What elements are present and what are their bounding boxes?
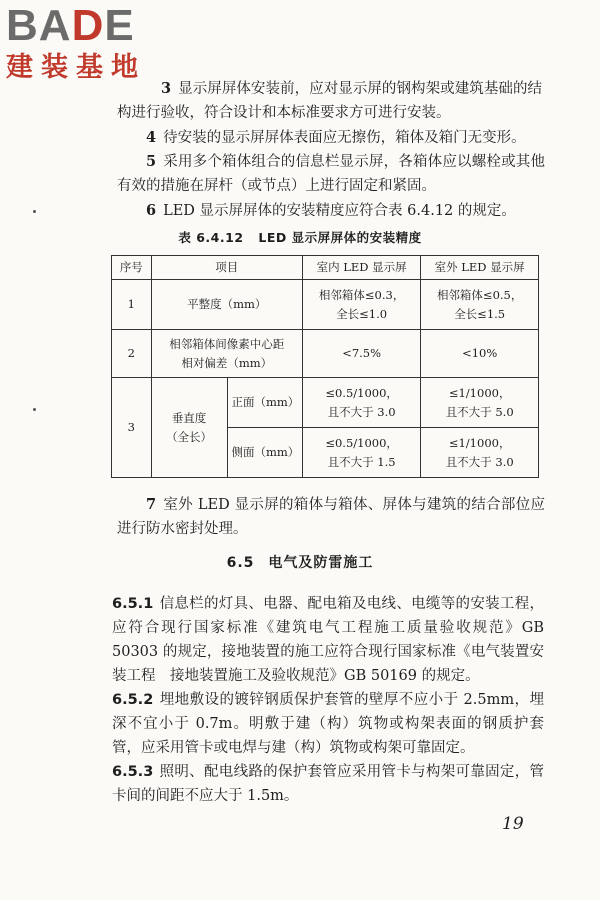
cell-seq: 1 — [112, 280, 152, 330]
cell-outdoor: <10% — [421, 330, 539, 378]
cell-seq: 3 — [112, 378, 152, 478]
clause-number: 6.5.3 — [112, 764, 154, 780]
section-heading: 电气及防雷施工 — [268, 555, 374, 571]
table-caption — [0, 228, 600, 246]
cell-item: 垂直度 （全长） — [151, 378, 227, 478]
cell-subitem: 侧面（mm） — [227, 428, 302, 478]
list-item-5: 5 采用多个箱体组合的信息栏显示屏，各箱体应以螺栓或其他有效的措施在屏杆（或节点）上进行固定和紧固。 — [117, 153, 545, 194]
list-item-number: 5 — [146, 153, 157, 170]
logo-chinese-text: 建装基地 — [6, 52, 146, 83]
section-number: 6.5 — [226, 555, 255, 571]
cell-item: 平整度（mm） — [151, 280, 302, 330]
scan-speck — [33, 408, 36, 411]
table-header-row — [112, 256, 539, 280]
cell-indoor: <7.5% — [302, 330, 420, 378]
table-row — [112, 330, 539, 378]
list-item-7: 7 室外 LED 显示屏的箱体与箱体、屏体与建筑的结合部位应进行防水密封处理。 — [117, 496, 545, 537]
clause-number: 6.5.1 — [112, 596, 154, 612]
table-caption-title: LED 显示屏屏体的安装精度 — [258, 230, 422, 245]
cell-subitem: 正面（mm） — [227, 378, 302, 428]
list-item-3: 3 显示屏屏体安装前，应对显示屏的钢构架或建筑基础的结构进行验收，符合设计和本标准要求方可进行安装。 — [117, 80, 542, 121]
header-outdoor: 室外 LED 显示屏 — [421, 256, 539, 280]
site-logo — [6, 1, 186, 84]
list-item-number: 4 — [146, 129, 157, 146]
clause-6-5-3: 6.5.3 照明、配电线路的保护套管应采用管卡与构架可靠固定，管卡间的间距不应大于 1.5m。 — [112, 764, 544, 804]
list-item-number: 3 — [161, 80, 172, 97]
list-item-6: 6 LED 显示屏屏体的安装精度应符合表 6.4.12 的规定。 — [146, 202, 516, 219]
clause-6-5-1: 6.5.1 信息栏的灯具、电器、配电箱及电线、电缆等的安装工程，应符合现行国家标准《建筑电气工程施工质量验收规范》GB 50303 的规定，接地装置的施工应符合现行国家标准《电气装置安装工程 接地装置施工及验收规范》GB 50169 的规定。 — [112, 596, 544, 684]
table-caption-number: 表 6.4.12 — [178, 230, 244, 245]
header-item: 项目 — [151, 256, 302, 280]
header-indoor: 室内 LED 显示屏 — [302, 256, 420, 280]
scan-speck — [33, 210, 36, 213]
clause-number: 6.5.2 — [112, 692, 154, 708]
table-row — [112, 280, 539, 330]
section-title — [0, 552, 600, 572]
page-number: 19 — [502, 814, 524, 834]
header-seq: 序号 — [112, 256, 152, 280]
clause-6-5-2: 6.5.2 埋地敷设的镀锌钢质保护套管的壁厚不应小于 2.5mm，埋深不宜小于 0.7m。明敷于建（构）筑物或构架表面的钢质护套管，应采用管卡或电焊与建（构）筑物或构架可靠固定。 — [112, 692, 544, 756]
cell-outdoor: ≤1/1000， 且不大于 5.0 — [421, 378, 539, 428]
cell-seq: 2 — [112, 330, 152, 378]
list-item-4: 4 待安装的显示屏屏体表面应无擦伤，箱体及箱门无变形。 — [146, 129, 526, 146]
cell-outdoor: ≤1/1000， 且不大于 3.0 — [421, 428, 539, 478]
cell-indoor: ≤0.5/1000， 且不大于 1.5 — [302, 428, 420, 478]
cell-indoor: 相邻箱体≤0.3， 全长≤1.0 — [302, 280, 420, 330]
cell-item: 相邻箱体间像素中心距 相对偏差（mm） — [151, 330, 302, 378]
installation-precision-table — [111, 255, 539, 478]
cell-indoor: ≤0.5/1000， 且不大于 3.0 — [302, 378, 420, 428]
table-row — [112, 378, 539, 428]
list-item-number: 7 — [146, 496, 157, 513]
list-item-number: 6 — [146, 202, 157, 219]
cell-outdoor: 相邻箱体≤0.5， 全长≤1.5 — [421, 280, 539, 330]
logo-wordmark: BADE — [6, 1, 135, 50]
